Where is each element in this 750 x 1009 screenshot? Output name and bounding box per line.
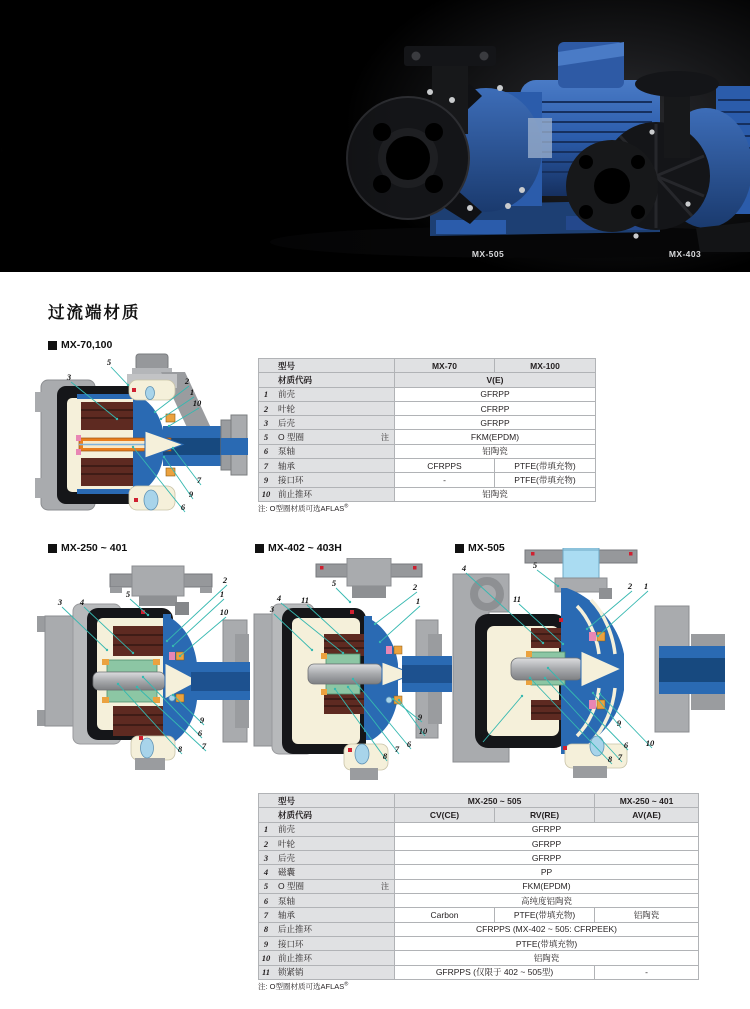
material-value-cell: GFRPP xyxy=(395,836,699,850)
callout-target-dot xyxy=(342,652,344,654)
callout-target-dot xyxy=(599,693,601,695)
row-label-cell xyxy=(259,908,395,922)
row-label: 轴承 xyxy=(278,910,296,921)
callout-target-dot xyxy=(163,456,165,458)
material-value-cell: RV(RE) xyxy=(495,808,595,822)
callout-number: 9 xyxy=(417,712,423,722)
callout-number: 10 xyxy=(418,726,428,736)
callout-target-dot xyxy=(334,688,336,690)
row-label-cell xyxy=(259,808,395,822)
material-value-cell: 铝陶瓷 xyxy=(395,444,596,458)
row-label: 前止推环 xyxy=(278,489,313,500)
row-number: 3 xyxy=(263,852,269,863)
callout-target-dot xyxy=(356,650,358,652)
callout-number: 1 xyxy=(219,589,225,599)
row-label: 泵轴 xyxy=(278,446,296,457)
callout-number: 8 xyxy=(177,744,183,754)
row-label: 接口环 xyxy=(278,938,304,949)
row-number: 7 xyxy=(263,910,269,921)
callout-number: 2 xyxy=(412,582,418,592)
row-label: 型号 xyxy=(278,360,296,371)
table-note-1: 注: O型圈材质可选AFLAS® xyxy=(258,503,349,513)
callout-number: 1 xyxy=(189,387,195,397)
row-label-cell xyxy=(259,965,395,979)
material-value-cell: CV(CE) xyxy=(395,808,495,822)
photo-label-mx505: MX-505 xyxy=(471,249,505,259)
row-number: 11 xyxy=(261,967,271,978)
callout-target-dot xyxy=(147,614,149,616)
callout-target-dot xyxy=(117,683,119,685)
callout-target-dot xyxy=(179,655,181,657)
callout-target-dot xyxy=(311,649,313,651)
callout-target-dot xyxy=(562,643,564,645)
row-label-cell xyxy=(259,416,395,430)
material-value-cell: - xyxy=(595,965,699,979)
row-number: 6 xyxy=(263,895,269,906)
section-header-mx70-100 xyxy=(48,339,112,351)
callout-target-dot xyxy=(168,425,170,427)
callout-number: 7 xyxy=(394,744,400,754)
callout-target-dot xyxy=(136,686,138,688)
callout-target-dot xyxy=(379,641,381,643)
material-value-cell: GFRPP xyxy=(395,416,596,430)
row-number: 10 xyxy=(261,952,271,963)
row-number: 7 xyxy=(263,460,269,471)
table-row xyxy=(259,416,596,430)
material-value-cell: CFRPPS xyxy=(395,459,495,473)
callout-number: 5 xyxy=(125,589,131,599)
table-row xyxy=(259,822,699,836)
row-label: 材质代码 xyxy=(278,374,313,385)
row-label: 前壳 xyxy=(278,389,296,400)
material-value-cell: PTFE(带填充物) xyxy=(495,908,595,922)
row-label: 磁囊 xyxy=(278,867,296,878)
section-header-mx402-403h xyxy=(255,542,342,554)
material-value-cell: MX-70 xyxy=(395,359,495,373)
material-value-cell: FKM(EPDM) xyxy=(395,430,596,444)
row-label-cell xyxy=(259,401,395,415)
callout-target-dot xyxy=(592,692,594,694)
row-label-cell xyxy=(259,851,395,865)
callout-number: 10 xyxy=(645,738,655,748)
row-label-cell xyxy=(259,794,395,808)
table-row xyxy=(259,936,699,950)
callout-target-dot xyxy=(160,418,162,420)
page-title: 过流端材质 xyxy=(48,304,141,322)
callout-number: 1 xyxy=(643,581,649,591)
row-number: 6 xyxy=(263,446,269,457)
callout-number: 7 xyxy=(196,475,202,485)
row-label-cell xyxy=(259,473,395,487)
diagram-mx402-403h-cross-section xyxy=(252,558,452,790)
table-row xyxy=(259,359,596,373)
material-value-cell: GFRPP xyxy=(395,822,699,836)
table-row xyxy=(259,401,596,415)
section-header-mx250-401 xyxy=(48,542,127,554)
table-note-2: 注: O型圈材质可选AFLAS® xyxy=(258,981,349,991)
callout-target-dot xyxy=(127,384,129,386)
section-square-icon xyxy=(255,544,264,553)
row-label: 轴承 xyxy=(278,460,296,471)
row-number: 10 xyxy=(261,489,271,500)
row-label: 材质代码 xyxy=(278,809,313,820)
table-row xyxy=(259,387,596,401)
pump-product-photo xyxy=(0,0,750,272)
row-label-cell xyxy=(259,922,395,936)
material-value-cell: GFRPP xyxy=(395,851,699,865)
row-number: 9 xyxy=(263,475,269,486)
section-label: MX-70,100 xyxy=(61,339,113,351)
materials-table-mx70-100 xyxy=(258,358,596,502)
callout-target-dot xyxy=(586,628,588,630)
section-label: MX-402 ~ 403H xyxy=(268,542,342,554)
callout-number: 5 xyxy=(532,560,538,570)
callout-number: 7 xyxy=(617,752,623,762)
row-label-cell xyxy=(259,487,395,501)
callout-number: 4 xyxy=(79,597,85,607)
material-value-cell: 铝陶瓷 xyxy=(395,487,596,501)
material-value-cell: 铝陶瓷 xyxy=(395,951,699,965)
material-value-cell: GFRPPS (仅限于 402 ~ 505型) xyxy=(395,965,595,979)
callout-target-dot xyxy=(349,601,351,603)
material-value-cell: GFRPP xyxy=(395,387,596,401)
callout-number: 9 xyxy=(616,718,622,728)
callout-number: 3 xyxy=(478,732,484,742)
material-value-cell: CFRPP xyxy=(395,401,596,415)
callout-target-dot xyxy=(106,649,108,651)
row-label: 前壳 xyxy=(278,824,296,835)
callout-number: 7 xyxy=(201,741,207,751)
callout-target-dot xyxy=(116,418,118,420)
row-label: O 型圈 xyxy=(278,432,304,443)
material-value-cell: V(E) xyxy=(395,373,596,387)
callout-number: 6 xyxy=(406,739,412,749)
callout-leader-line xyxy=(111,367,128,385)
row-label: 型号 xyxy=(278,795,296,806)
row-label: 接口环 xyxy=(278,475,304,486)
table-row xyxy=(259,487,596,501)
diagram-mx505-cross-section xyxy=(447,548,725,784)
callout-number: 2 xyxy=(222,575,228,585)
material-value-cell: Carbon xyxy=(395,908,495,922)
table-row xyxy=(259,894,699,908)
callout-number: 3 xyxy=(57,597,63,607)
material-value-cell: PTFE(带填充物) xyxy=(395,936,699,950)
diagram-mx70-100-cross-section xyxy=(33,352,248,524)
row-label: 后壳 xyxy=(278,417,296,428)
row-number: 2 xyxy=(263,403,269,414)
row-label: 叶轮 xyxy=(278,838,296,849)
callout-target-dot xyxy=(352,678,354,680)
row-number: 2 xyxy=(263,838,269,849)
table-row xyxy=(259,473,596,487)
material-value-cell: AV(AE) xyxy=(595,808,699,822)
callout-number: 9 xyxy=(188,489,194,499)
table-row xyxy=(259,444,596,458)
material-value-cell: PTFE(带填充物) xyxy=(495,473,596,487)
row-number: 4 xyxy=(263,867,269,878)
table-row xyxy=(259,951,699,965)
callout-number: 8 xyxy=(607,754,613,764)
material-value-cell: 高纯度铝陶瓷 xyxy=(395,894,699,908)
callout-target-dot xyxy=(154,411,156,413)
callout-target-dot xyxy=(347,686,349,688)
row-label-cell xyxy=(259,822,395,836)
material-value-cell: MX-250 ~ 505 xyxy=(395,794,595,808)
callout-target-dot xyxy=(398,699,400,701)
material-value-cell: 铝陶瓷 xyxy=(595,908,699,922)
callout-number: 3 xyxy=(269,604,275,614)
row-number: 9 xyxy=(263,938,269,949)
row-label: 前止推环 xyxy=(278,952,313,963)
callout-target-dot xyxy=(521,695,523,697)
table-row xyxy=(259,908,699,922)
section-label: MX-505 xyxy=(468,542,505,554)
callout-number: 10 xyxy=(192,398,202,408)
callout-number: 11 xyxy=(512,594,522,604)
material-value-cell: MX-250 ~ 401 xyxy=(595,794,699,808)
row-number: 1 xyxy=(263,389,269,400)
callout-number: 4 xyxy=(461,563,467,573)
note-marker: 注 xyxy=(381,432,389,442)
row-label-cell xyxy=(259,387,395,401)
row-number: 1 xyxy=(263,824,269,835)
table-row xyxy=(259,922,699,936)
row-label-cell xyxy=(259,865,395,879)
row-number: 5 xyxy=(263,432,269,443)
row-label-cell xyxy=(259,894,395,908)
row-label: 叶轮 xyxy=(278,403,296,414)
callout-number: 9 xyxy=(199,715,205,725)
callout-number: 6 xyxy=(180,502,186,512)
row-number: 3 xyxy=(263,417,269,428)
callout-target-dot xyxy=(542,642,544,644)
material-value-cell: PTFE(带填充物) xyxy=(495,459,596,473)
note-marker: 注 xyxy=(381,881,389,891)
row-label-cell xyxy=(259,951,395,965)
table-row xyxy=(259,373,596,387)
callout-target-dot xyxy=(547,667,549,669)
row-label: 锁紧销 xyxy=(278,967,304,978)
row-label-cell xyxy=(259,879,395,893)
row-label: 后止推环 xyxy=(278,924,313,935)
row-label-cell xyxy=(259,373,395,387)
callout-target-dot xyxy=(142,676,144,678)
callout-number: 11 xyxy=(300,595,310,605)
callout-leader-line xyxy=(336,588,350,602)
callout-target-dot xyxy=(132,446,134,448)
callout-number: 3 xyxy=(66,372,72,382)
callout-target-dot xyxy=(374,623,376,625)
callout-target-dot xyxy=(166,640,168,642)
material-value-cell: FKM(EPDM) xyxy=(395,879,699,893)
row-label-cell xyxy=(259,836,395,850)
material-value-cell: - xyxy=(395,473,495,487)
row-number: 8 xyxy=(263,924,269,935)
callout-number: 1 xyxy=(415,596,421,606)
callout-number: 4 xyxy=(276,593,282,603)
row-label: 泵轴 xyxy=(278,895,296,906)
callout-target-dot xyxy=(172,645,174,647)
material-value-cell: CFRPPS (MX-402 ~ 505: CFRPEEK) xyxy=(395,922,699,936)
material-value-cell: MX-100 xyxy=(495,359,596,373)
table-row xyxy=(259,794,699,808)
callout-number: 10 xyxy=(219,607,229,617)
table-row xyxy=(259,879,699,893)
diagram-mx250-401-cross-section xyxy=(35,560,250,784)
material-value-cell: PP xyxy=(395,865,699,879)
row-label: 后壳 xyxy=(278,852,296,863)
callout-number: 6 xyxy=(623,740,629,750)
section-square-icon xyxy=(48,341,57,350)
row-label-cell xyxy=(259,459,395,473)
callout-number: 6 xyxy=(197,728,203,738)
callout-target-dot xyxy=(392,698,394,700)
row-label-cell xyxy=(259,430,395,444)
table-row xyxy=(259,808,699,822)
photo-label-mx403: MX-403 xyxy=(668,249,702,259)
callout-number: 2 xyxy=(184,376,190,386)
row-label-cell xyxy=(259,936,395,950)
callout-target-dot xyxy=(132,652,134,654)
section-square-icon xyxy=(48,544,57,553)
table-row xyxy=(259,459,596,473)
materials-table-mx250-505 xyxy=(258,793,699,980)
callout-target-dot xyxy=(557,585,559,587)
callout-target-dot xyxy=(544,677,546,679)
callout-target-dot xyxy=(597,635,599,637)
row-label-cell xyxy=(259,359,395,373)
row-label: O 型圈 xyxy=(278,881,304,892)
row-number: 5 xyxy=(263,881,269,892)
table-row xyxy=(259,865,699,879)
callout-number: 2 xyxy=(627,581,633,591)
section-label: MX-250 ~ 401 xyxy=(61,542,128,554)
callout-target-dot xyxy=(172,447,174,449)
callout-target-dot xyxy=(172,694,174,696)
table-row xyxy=(259,965,699,979)
callout-target-dot xyxy=(529,677,531,679)
table-row xyxy=(259,836,699,850)
callout-number: 8 xyxy=(382,751,388,761)
callout-leader-line xyxy=(380,606,420,642)
row-label-cell xyxy=(259,444,395,458)
callout-number: 5 xyxy=(331,578,337,588)
callout-number: 5 xyxy=(106,357,112,367)
table-row xyxy=(259,430,596,444)
table-row xyxy=(259,851,699,865)
